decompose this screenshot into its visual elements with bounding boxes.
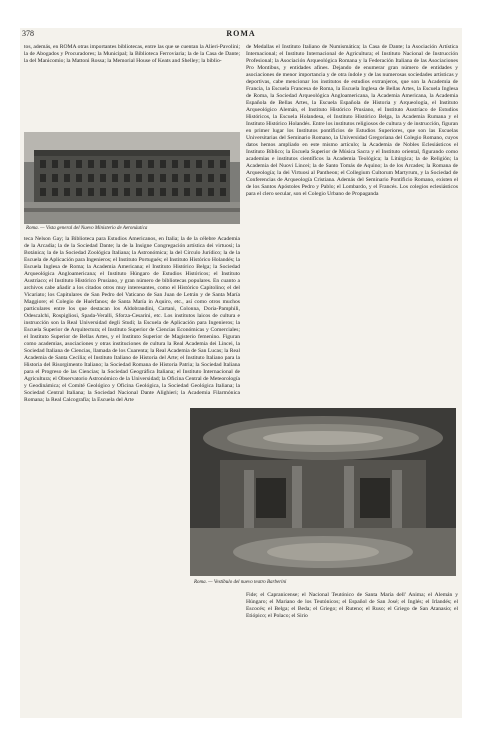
mid-left-column: teca Nelson Gay; la Biblioteca para Estudios Americanos, en Italia; la de la célebre Academia de la Arcadia; la de la Sociedad Dante; la de la Insigne Congregación artística dei virtuosi; la Botánica; la de la Sociedad Zoológica Italiana; la Astronómica; la del Círculo Jurídico; la de la Escuela de Aplicación para Ingenieros; el Instituto Portugués; el Instituto Histórico Holandés; la Escuela Inglesa de Roma; la Academia Americana; el Instituto Histórico Belga; la Sociedad Arqueológica Angloamericana; el Instituto Húngaro de Estudios Históricos; el Instituto Austríaco; el Instituto Histórico Prusiano, y gran número de bibliotecas populares. En cuanto a archivos cabe añadir a los citados otros muy interesantes, como el Histórico Capitolino; el del Vicariato; los Capitulares de San Pedro del Vaticano de San Juan de Letrán y de Santa María Maggiore; el Colegio de Huérfanos; de Santa María in Aquiro, etc., así como otros muchos particulares entre los que destacan los Aldobrandini, Cartani, Colonna, Doria-Pamphili, Odescalchi, Rospigliosi, Spada-Veralli, Sforza-Cesarini, etc. Los institutos laicos de cultura e instrucción son la Real Universidad degli Studi; la Escuela de Aplicación para Ingenieros; la Escuela Superior de Arquitectura; el Instituto Superior de Ciencias Económicas y Comerciales; el Instituto Superior de Bellas Artes, y el Instituto Superior de Magisterio femenino. Figuran como academias, asociaciones y otras instituciones de cultura la Real Academia dei Lincei, la Sociedad Italiana de Ciencias, llamada de los Cuarenta; la Real Academia de San Lucas; la Real Academia de Santa Cecilia; el Instituto Italiano de Historia del Arte; el Instituto Italiano para la Historia del Risorgimento Italiano; la Sociedad Romana de Historia Patria; la Sociedad Italiana para el Progreso de las Ciencias; la Sociedad Geográfica Italiana; el Instituto Internacional de Agricultura; el Observatorio Astronómico de la Universidad; la Oficina Central de Meteorología y Geodinámica; el Comité Geológico y Oficina Geológica, la Sociedad Geológica Italiana; la Sociedad Central Italiana; la Sociedad Nacional Dante Alighieri; la Academia Filarmónica Romana; la Real Calcografía; la Escuela del Arte — [24, 236, 240, 403]
bottom-right-paragraph: Fide; el Capranicense; el Nacional Teutónico de Santa María dell' Anima; el Alemán y Húngaro; el Mariano de los Teutónicos; el Español de San José; el Inglés; el Irlandés; el Escocés; el Belga; el Beda; el Griego; el Ruteno; el Ruso; el Griego de San Atanasio; el Etiópico; el Polaco; el Sirio — [246, 592, 458, 619]
ministry-photo — [24, 132, 240, 224]
theatre-photo-caption: Roma. — Vestíbulo del nuevo teatro Barberini — [194, 580, 287, 585]
page-number: 378 — [22, 29, 34, 38]
book-page — [20, 28, 462, 718]
top-left-paragraph: tos, además, en ROMA otras importantes bibliotecas, entre las que se cuentan la Alieri-Pavolini; la de Abogados y Procuradores; la Municipal; la Biblioteca Ferroviaria; la de la Casa de Dante; la del Manicomio; la Mattoni Rossa; la Memorial House of Keats and Shelley; la biblio- — [24, 44, 240, 64]
running-title: ROMA — [226, 29, 256, 38]
page-header — [20, 28, 462, 40]
theatre-vestibule-image — [190, 408, 456, 576]
right-column-paragraph: de Medallas el Instituto Italiano de Numismática; la Casa de Dante; la Asociación Artística Internacional; el Instituto Internacional de Agricultura; el Instituto Nacional de Instrucción Profesional; la Asociación Arqueológica Romana y la Federación Italiana de las Asociaciones Pro Montibus, y entidades afines. Dejando de enumerar gran número de entidades y asociaciones de menor importancia y de otra índole y de las numerosas sociedades artísticas y deportivas, cabe mencionar los institutos de estudios extranjeros, que son la Academia de Francia, la Escuela Francesa de Roma, la Escuela Inglesa de Bellas Artes, la Escuela Inglesa de Roma, la Sociedad Arqueológica Angloamericana, la Academia Americana, la Academia Española de Bellas Artes, la Escuela Española de Historia y Arqueología, el Instituto Arqueológico Alemán, el Instituto Histórico Prusiano, el Instituto Austríaco de Estudios Históricos, la Escuela Holandesa, el Instituto Histórico Belga, la Academia Rumana y el Instituto Histórico Holandés. Entre los institutos religiosos de cultura y de instrucción, figuran en primer lugar los Institutos pontificios de Estudios Superiores, que son las Escuelas Universitarias del Seminario Romano, la Universidad Gregoriana del Colegio Romano, cuyos datos hemos ampliado en este mismo artículo; la Academia de Nobles Eclesiásticos el Instituto Bíblico; la Escuela Superior de Música Sacra y el Instituto oriental, figurando como academias e institutos científicos la Academia Teológica; la Litúrgica; la de Religión; la Academia del Nuovi Lincei; la de Santo Tomás de Aquino; la de los Arcades; la Romana de Arqueología; la dei Virtuosi al Pantheon; el Collegium Cultorum Martyrum, y la Sociedad de Conferencias de Arqueología Cristiana. Además del Seminario Pontificio Romano, existen el de los Santos Apóstoles Pedro y Pablo; el Lombardo, y el Francés. Los colegios eclesiásticos para el clero secular, son el Colegio Urbano de Propaganda — [246, 44, 458, 197]
theatre-photo — [190, 408, 456, 576]
ministry-photo-caption: Roma. — Vista general del Nuevo Ministerio de Aeronáutica — [26, 226, 148, 231]
ministry-building-image — [24, 132, 240, 224]
